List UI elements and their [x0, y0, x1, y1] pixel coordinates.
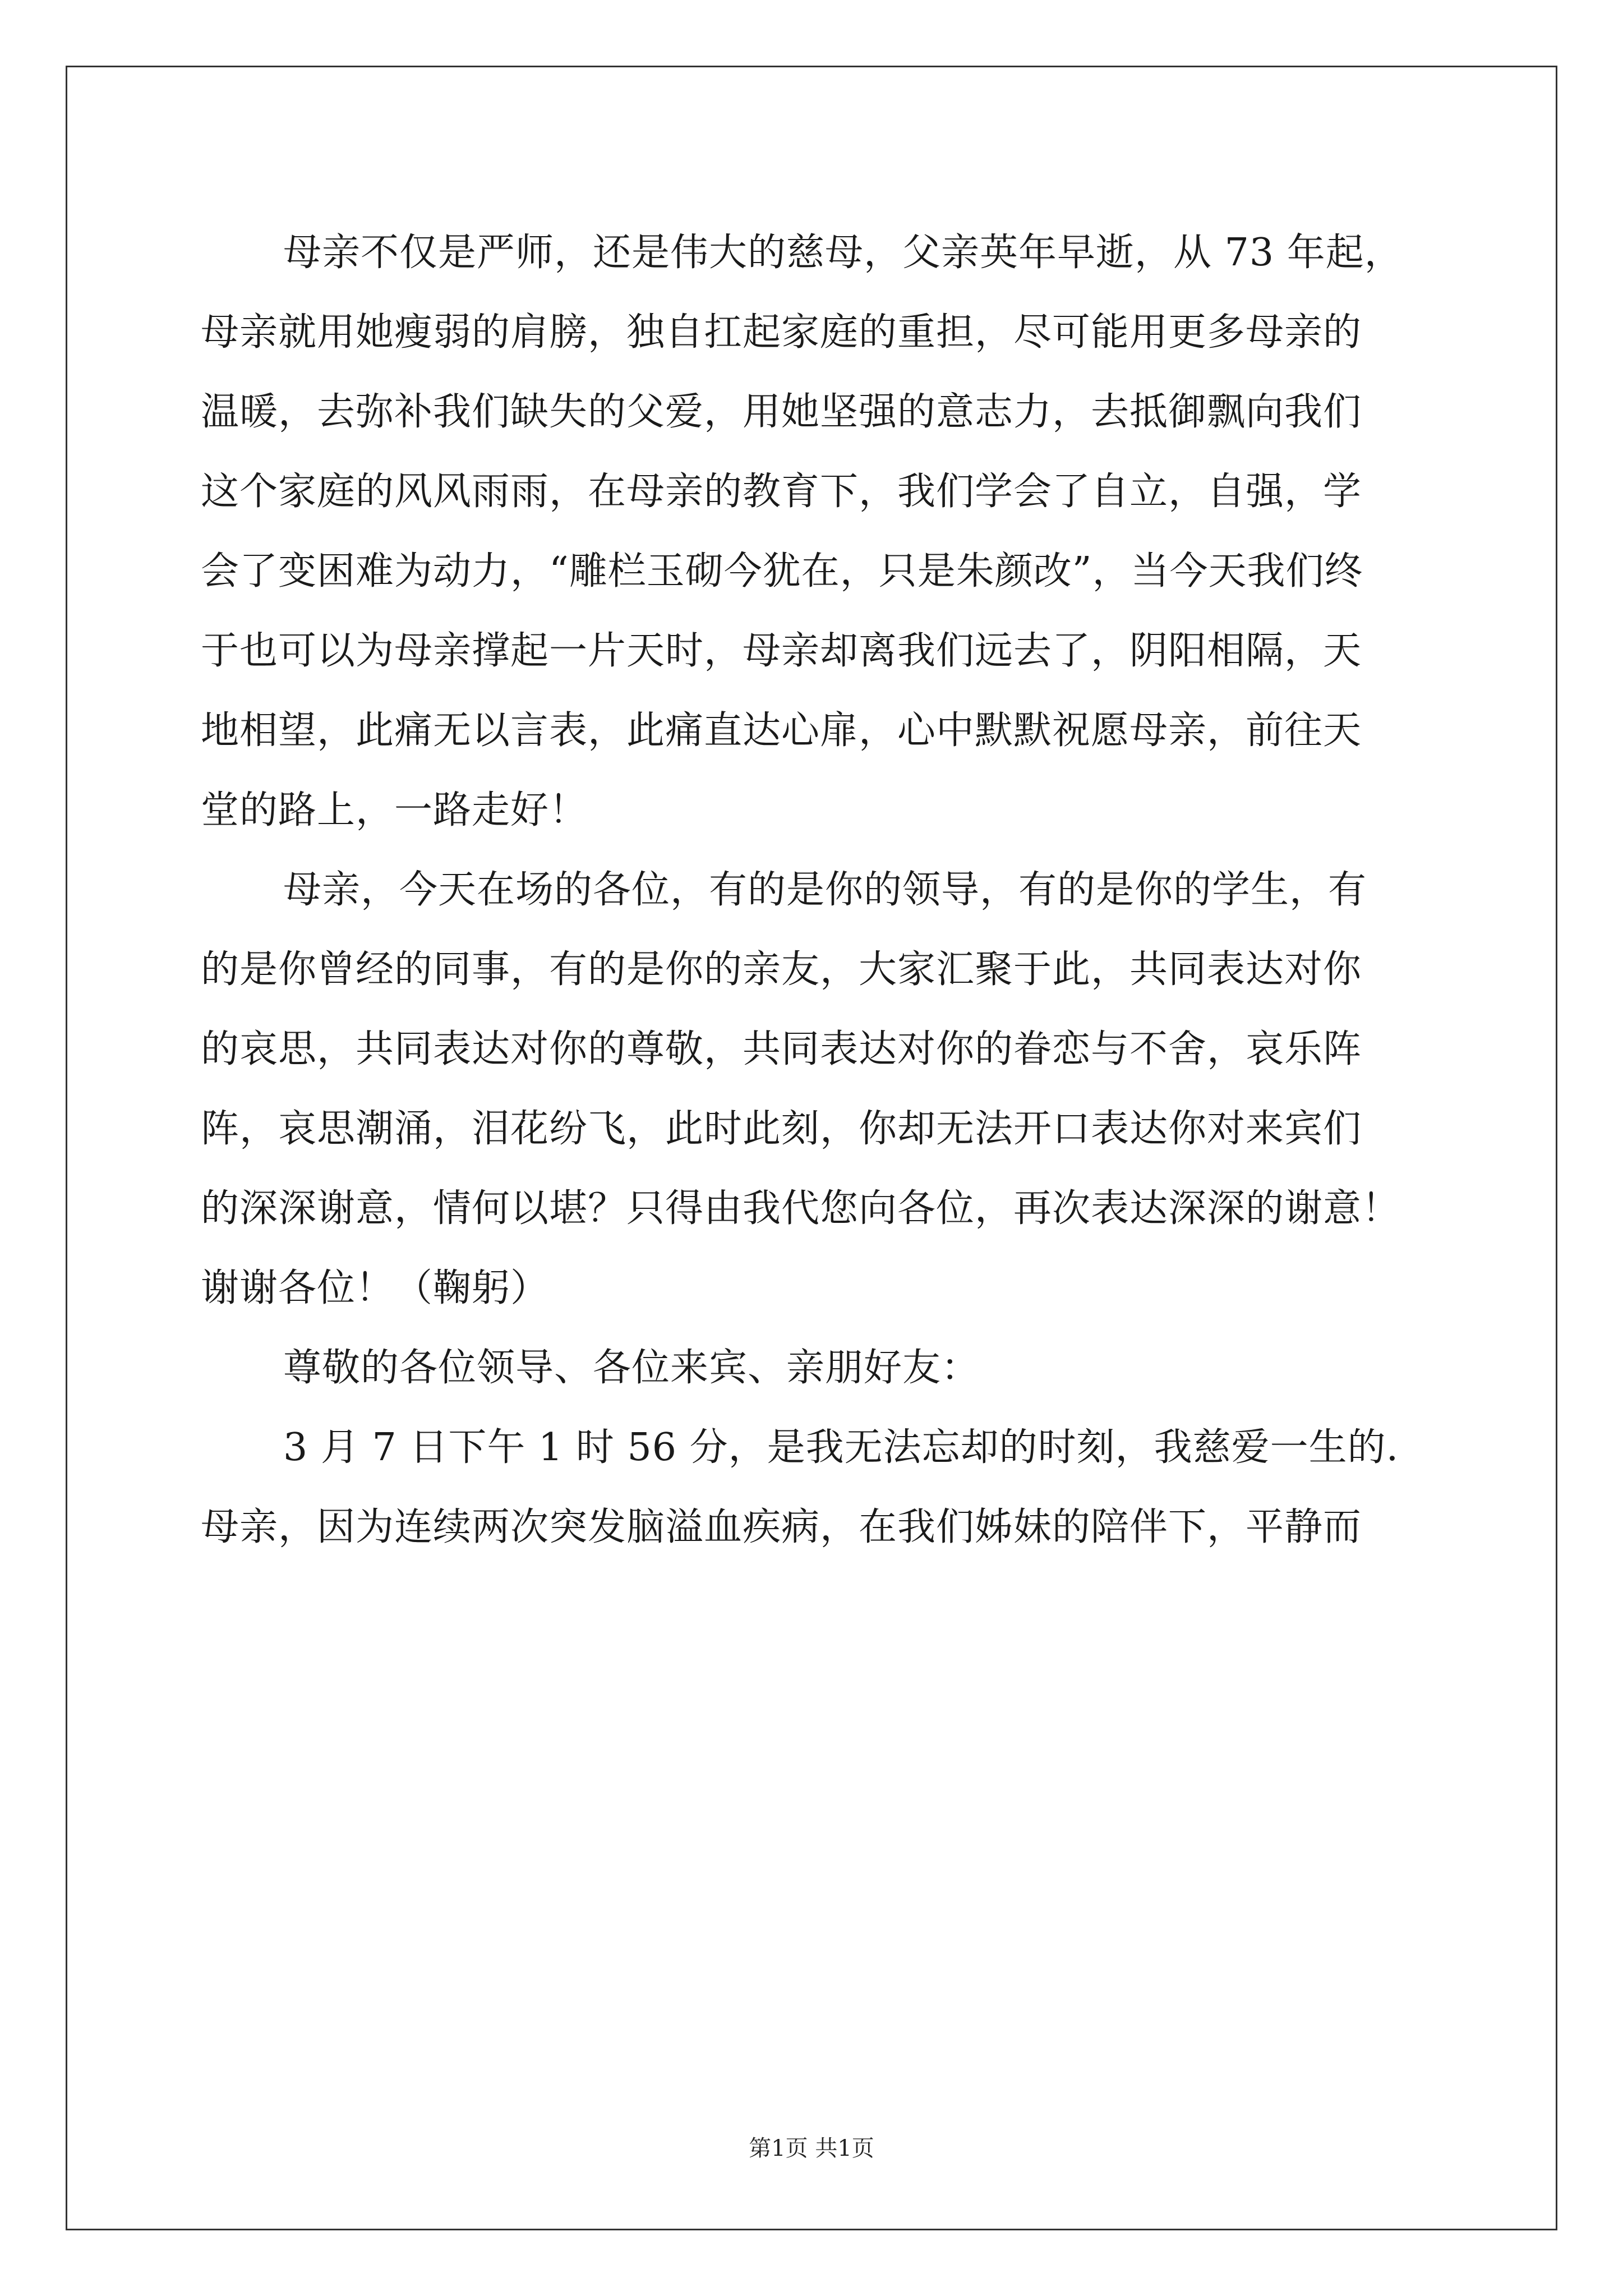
- paragraph-line: 于也可以为母亲撑起一片天时，母亲却离我们远去了，阴阳相隔，天: [201, 629, 1362, 673]
- paragraph-line: 3 月 7 日下午 1 时 56 分，是我无法忘却的时刻，我慈爱一生的.: [283, 1425, 1399, 1470]
- paragraph-line: 母亲，因为连续两次突发脑溢血疾病，在我们姊妹的陪伴下，平静而: [201, 1505, 1362, 1549]
- paragraph-line: 会了变困难为动力，“雕栏玉砌今犹在，只是朱颜改”，当今天我们终: [201, 549, 1363, 593]
- paragraph-line: 母亲，今天在场的各位，有的是你的领导，有的是你的学生，有: [283, 868, 1367, 912]
- paragraph-line: 的哀思，共同表达对你的尊敬，共同表达对你的眷恋与不舍，哀乐阵: [201, 1027, 1362, 1071]
- paragraph-line: 的深深谢意，情何以堪？只得由我代您向各位，再次表达深深的谢意！: [201, 1186, 1401, 1231]
- paragraph-line: 这个家庭的风风雨雨，在母亲的教育下，我们学会了自立，自强，学: [201, 470, 1362, 514]
- paragraph-line: 温暖，去弥补我们缺失的父爱，用她坚强的意志力，去抵御飘向我们: [201, 390, 1362, 434]
- paragraph-line: 地相望，此痛无以言表，此痛直达心扉，心中默默祝愿母亲，前往天: [201, 708, 1362, 753]
- document-body: [201, 213, 1457, 1567]
- paragraph-line: 谢谢各位！（鞠躬）: [201, 1266, 550, 1310]
- paragraph-line: 的是你曾经的同事，有的是你的亲友，大家汇聚于此，共同表达对你: [201, 947, 1362, 992]
- paragraph-line: 堂的路上，一路走好！: [201, 788, 588, 832]
- salutation-line: 尊敬的各位领导、各位来宾、亲朋好友：: [283, 1346, 980, 1390]
- page-number-footer: 第1页 共1页: [749, 2136, 874, 2161]
- paragraph-line: 母亲就用她瘦弱的肩膀，独自扛起家庭的重担，尽可能用更多母亲的: [201, 310, 1362, 355]
- paragraph-line: 母亲不仅是严师，还是伟大的慈母，父亲英年早逝，从 73 年起，: [283, 231, 1403, 275]
- paragraph-line: 阵，哀思潮涌，泪花纷飞，此时此刻，你却无法开口表达你对来宾们: [201, 1107, 1362, 1151]
